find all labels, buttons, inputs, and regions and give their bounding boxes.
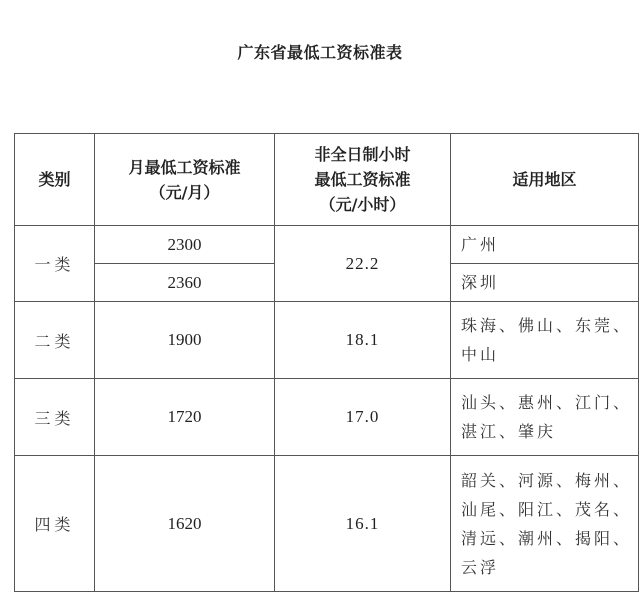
category-cell: 三类 [15, 379, 95, 456]
hourly-wage-cell: 17.0 [275, 379, 451, 456]
region-cell: 汕头、惠州、江门、湛江、肇庆 [451, 379, 639, 456]
table-row [15, 226, 639, 264]
monthly-wage-cell: 1620 [95, 456, 275, 592]
monthly-wage-cell: 1900 [95, 302, 275, 379]
region-cell: 广州 [451, 226, 639, 264]
table-row [15, 302, 639, 379]
region-cell: 深圳 [451, 264, 639, 302]
table-row [15, 379, 639, 456]
hourly-wage-cell: 22.2 [275, 226, 451, 302]
region-cell: 珠海、佛山、东莞、中山 [451, 302, 639, 379]
monthly-wage-cell: 1720 [95, 379, 275, 456]
header-category: 类别 [15, 134, 95, 226]
category-cell: 一类 [15, 226, 95, 302]
category-cell: 四类 [15, 456, 95, 592]
header-monthly: 月最低工资标准 （元/月） [95, 134, 275, 226]
region-cell: 韶关、河源、梅州、汕尾、阳江、茂名、清远、潮州、揭阳、云浮 [451, 456, 639, 592]
header-region: 适用地区 [451, 134, 639, 226]
monthly-wage-cell: 2360 [95, 264, 275, 302]
hourly-wage-cell: 16.1 [275, 456, 451, 592]
table-row [15, 456, 639, 592]
table-header-row [15, 134, 639, 226]
wage-table [14, 133, 639, 592]
page-title: 广东省最低工资标准表 [237, 43, 403, 62]
monthly-wage-cell: 2300 [95, 226, 275, 264]
hourly-wage-cell: 18.1 [275, 302, 451, 379]
header-hourly: 非全日制小时 最低工资标准 （元/小时） [275, 134, 451, 226]
category-cell: 二类 [15, 302, 95, 379]
